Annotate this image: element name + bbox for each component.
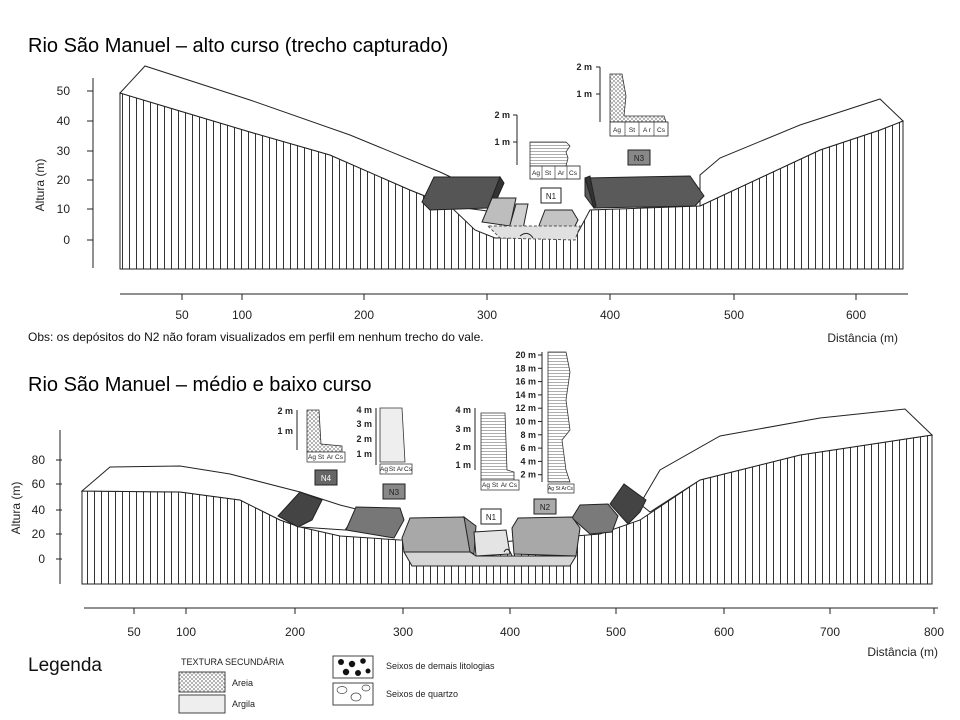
upper-x-tick: 50	[175, 308, 189, 322]
lower-x-tick: 100	[175, 625, 197, 639]
lower-profile-title: Rio São Manuel – médio e baixo curso	[28, 374, 372, 396]
svg-text:Ag: Ag	[482, 482, 490, 489]
svg-text:Cs: Cs	[566, 486, 574, 492]
svg-text:Ar: Ar	[500, 482, 508, 489]
lower-x-label: Distância (m)	[867, 645, 938, 659]
lower-label-n4: N4	[320, 474, 332, 483]
upper-x-tick: 100	[231, 308, 253, 322]
svg-text:2 m: 2 m	[356, 434, 372, 444]
observation-note: Obs: os depósitos do N2 não foram visualizados em perfil em nenhum trecho do vale.	[28, 330, 484, 344]
upper-strat-column-n1	[494, 110, 580, 179]
lower-label-n2: N2	[539, 503, 551, 512]
lower-profile	[9, 350, 944, 659]
lower-label-n1: N1	[485, 513, 497, 522]
upper-terrace-n3-left	[422, 177, 500, 210]
n2-scale-label: 16 m	[515, 376, 536, 387]
upper-x-tick: 200	[353, 308, 375, 322]
svg-text:2 m: 2 m	[455, 442, 471, 452]
svg-text:Ag: Ag	[532, 170, 540, 177]
n2-scale-label: 20 m	[515, 350, 536, 360]
upper-y-tick: 40	[56, 114, 70, 128]
svg-text:Ag: Ag	[547, 486, 555, 492]
lower-x-tick: 500	[605, 625, 627, 639]
upper-profile-title: Rio São Manuel – alto curso (trecho capturado)	[28, 35, 449, 57]
svg-text:Ar: Ar	[396, 466, 404, 473]
upper-label-n1: N1	[545, 192, 557, 201]
upper-x-tick: 600	[845, 308, 867, 322]
lower-label-n3: N3	[388, 488, 400, 497]
svg-text:Ar: Ar	[561, 486, 567, 492]
svg-text:2 m: 2 m	[576, 62, 592, 72]
n2-scale-label: 10 m	[515, 416, 536, 427]
lower-y-tick: 20	[31, 527, 45, 541]
lower-strat-column-n2	[515, 350, 574, 493]
svg-text:3 m: 3 m	[356, 419, 372, 429]
legend-quartz-pebbles: Seixos de quartzo	[386, 689, 459, 699]
legend-secondary-texture: TEXTURA SECUNDÁRIA	[181, 657, 285, 667]
upper-terrace-n3-right	[585, 176, 704, 208]
lower-y-tick: 0	[38, 552, 45, 566]
svg-text:2 m: 2 m	[277, 406, 293, 416]
upper-x-tick: 400	[599, 308, 621, 322]
svg-text:St: St	[628, 127, 636, 134]
lower-x-tick: 200	[284, 625, 306, 639]
svg-text:St: St	[317, 454, 325, 461]
upper-x-label: Distância (m)	[827, 331, 898, 345]
lower-x-tick: 50	[127, 625, 141, 639]
svg-text:1 m: 1 m	[576, 89, 592, 99]
n2-scale-label: 18 m	[515, 363, 536, 374]
svg-text:2 m: 2 m	[494, 110, 510, 120]
lower-x-tick: 400	[499, 625, 521, 639]
upper-x-tick: 500	[723, 308, 745, 322]
n2-scale-label: 4 m	[520, 456, 536, 467]
svg-text:St: St	[388, 466, 396, 473]
lower-terrace-n3	[346, 507, 404, 538]
lower-y-tick: 40	[31, 503, 45, 517]
upper-profile	[33, 62, 908, 345]
svg-text:Cs: Cs	[509, 482, 517, 489]
svg-text:Ag: Ag	[380, 466, 388, 473]
svg-text:Cs: Cs	[569, 170, 577, 177]
svg-text:St: St	[491, 482, 499, 489]
n2-scale-label: 12 m	[515, 403, 536, 414]
upper-strat-column-n3	[576, 62, 668, 136]
n2-scale-label: 14 m	[515, 389, 536, 400]
svg-text:Ar: Ar	[326, 454, 334, 461]
legend-title: Legenda	[28, 655, 102, 676]
lower-x-tick: 300	[392, 625, 414, 639]
legend-clay: Argila	[232, 699, 256, 709]
n2-scale-label: 6 m	[520, 443, 536, 454]
upper-y-tick: 30	[56, 144, 70, 158]
lower-terrace-n2-left	[402, 517, 472, 552]
svg-text:Ag: Ag	[308, 454, 316, 461]
lower-strat-column-n4	[277, 406, 345, 462]
upper-y-tick: 20	[56, 173, 70, 187]
svg-text:Ag: Ag	[613, 127, 621, 134]
lower-y-label: Altura (m)	[9, 481, 23, 535]
upper-y-tick: 10	[56, 202, 70, 216]
upper-y-tick: 50	[56, 84, 70, 98]
svg-text:Cs: Cs	[404, 466, 412, 473]
n2-scale-label: 2 m	[520, 469, 536, 480]
svg-text:4 m: 4 m	[455, 405, 471, 415]
upper-x-tick: 300	[476, 308, 498, 322]
svg-text:1 m: 1 m	[356, 449, 372, 459]
svg-text:3 m: 3 m	[455, 424, 471, 434]
lower-terrace-n1	[474, 530, 510, 556]
legend-other-pebbles: Seixos de demais litologias	[386, 661, 495, 671]
lower-y-tick: 80	[31, 453, 45, 467]
lower-strat-column-n3	[356, 405, 412, 474]
svg-text:St: St	[544, 170, 552, 177]
upper-y-label: Altura (m)	[33, 158, 47, 212]
lower-x-tick: 800	[923, 625, 945, 639]
upper-label-n3: N3	[633, 154, 645, 163]
legend-sand: Areia	[232, 678, 254, 688]
svg-text:Cs: Cs	[657, 127, 665, 134]
svg-text:1 m: 1 m	[494, 137, 510, 147]
svg-text:1 m: 1 m	[455, 460, 471, 470]
n2-scale-label: 8 m	[520, 429, 536, 440]
lower-y-tick: 60	[31, 477, 45, 491]
lower-terrace-n2-right	[512, 517, 580, 556]
svg-text:1 m: 1 m	[277, 426, 293, 436]
upper-y-tick: 0	[63, 233, 70, 247]
svg-text:St: St	[555, 486, 561, 492]
svg-text:Ar: Ar	[557, 170, 565, 177]
svg-text:A r: A r	[643, 127, 651, 134]
lower-x-tick: 700	[819, 625, 841, 639]
lower-x-tick: 600	[713, 625, 735, 639]
svg-text:Cs: Cs	[335, 454, 343, 461]
lower-strat-column-n1	[455, 405, 519, 490]
svg-text:4 m: 4 m	[356, 405, 372, 415]
